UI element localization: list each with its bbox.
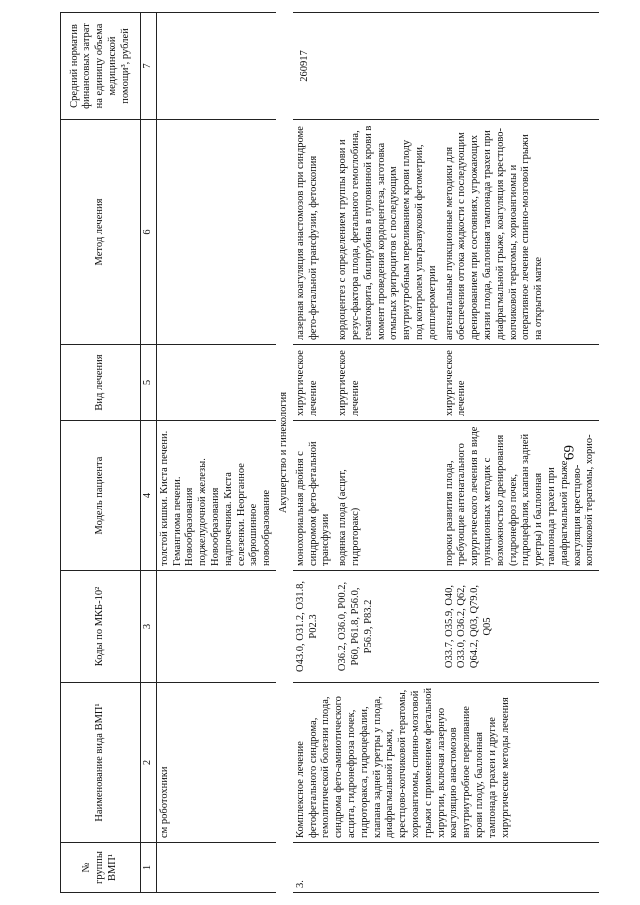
col-number: 3 xyxy=(141,571,157,683)
continuation-row xyxy=(156,13,276,893)
header-icd-codes: Коды по МКБ-10² xyxy=(61,571,141,683)
icd-codes: O36.2, O36.0, P00.2, P60, P61.8, P56.0, P56.9, P83.2 xyxy=(335,571,441,683)
vmp-name xyxy=(293,683,599,843)
icd-codes: O43.0, O31.2, O31.8, P02.3 xyxy=(293,571,335,683)
patient-model: пороки развития плода, требующие антенатального хирургического лечения в виде пункционных методик с возможностью дренирования (гидронефроз почек, гидроцефалия, клапан задней уретры) и баллонная тампонада трахеи при диафрагмальной грыже, коагуляция крестцово-копчиковой тератомы, хорио- xyxy=(442,421,600,571)
icd-codes: O33.7, O35.9, O40, O33.0, O36.2, Q62, Q64.2, Q03, Q79.0, Q05 xyxy=(442,571,600,683)
treatment-method: кордоцентез с определением группы крови и резус-фактора плода, фетального гемоглобина, гематокрита, билирубина в пуповинной крови в момент проведения кордоцентеза, заготовка отмытых эритроцитов с последующим внутриутробным переливанием крови плоду под контролем ультразвуковой фетометрии, допплерометрии xyxy=(335,120,441,345)
header-treatment-method: Метод лечения xyxy=(61,120,141,345)
section-title: Акушерство и гинекология xyxy=(277,391,289,514)
section-row xyxy=(276,13,293,893)
header-cost: Средний норматив финансовых затрат на единицу объема медицинской помощи³, рублей xyxy=(61,13,141,120)
table-row xyxy=(293,13,335,893)
treatment-method: антенатальные пункционные методики для обеспечения оттока жидкости с последующим дренированием при состояниях, угрожающих жизни плода, баллонная тампонада трахеи при диафрагмальной грыже, коагуляция крестцово-копчиковой тератомы, хориоангиомы и оперативное лечение спинно-мозговой грыжи на открытой матке xyxy=(442,120,600,345)
header-group-number: № группы ВМП¹ xyxy=(61,843,141,893)
col-number: 5 xyxy=(141,345,157,421)
group-number: 3. xyxy=(293,843,599,893)
page-number: 69 xyxy=(560,445,576,460)
patient-model: водянка плода (асцит, гидроторакс) xyxy=(335,421,441,571)
col-number: 4 xyxy=(141,421,157,571)
treatment-type: хирургическое лечение xyxy=(293,345,335,421)
header-patient-model: Модель пациента xyxy=(61,421,141,571)
continuation-patient-model: толстой кишки. Киста печени. Гемангиома печени. Новообразования поджелудочной железы. Новообразования надпочечника. Киста селезенки. Неорганное забрюшинное новообразование xyxy=(156,421,276,571)
header-row xyxy=(61,13,141,893)
continuation-vmp-name: см роботохники xyxy=(156,683,276,843)
col-number: 1 xyxy=(141,843,157,893)
col-number: 6 xyxy=(141,120,157,345)
treatment-type: хирургическое лечение xyxy=(335,345,441,421)
treatment-method: лазерная коагуляция анастомозов при синдроме фето-фетальной трансфузии, фетоскопия xyxy=(293,120,335,345)
vmp-name-part-b: внутриутробное переливание крови плоду, баллонная тампонада трахеи и другие хирургические методы лечения xyxy=(461,697,511,838)
treatment-type: хирургическое лечение xyxy=(442,345,600,421)
header-vmp-name: Наименование вида ВМП¹ xyxy=(61,683,141,843)
col-number: 2 xyxy=(141,683,157,843)
vmp-table xyxy=(60,12,599,893)
col-number: 7 xyxy=(141,13,157,120)
column-number-row xyxy=(141,13,157,893)
patient-model: монохориальная двойня с синдромом фето-фетальной трансфузии xyxy=(293,421,335,571)
vmp-name-part-a: Комплексное лечение фетофетального синдрома, гемолитической болезни плода, синдрома фето-амниотического асцита, гидронефроза почек, гидроторакса, гидроцефалии, клапана задней уретры у плода, диафрагмальной грыжи, крестцово-копчиковой тератомы, хориоангиомы, спинно-мозговой грыжи с применением фетальной хирургии, включая лазерную коагуляцию анастомозов xyxy=(294,687,460,838)
header-treatment-type: Вид лечения xyxy=(61,345,141,421)
rotated-page xyxy=(60,13,596,893)
cost-value: 260917 xyxy=(293,13,599,120)
